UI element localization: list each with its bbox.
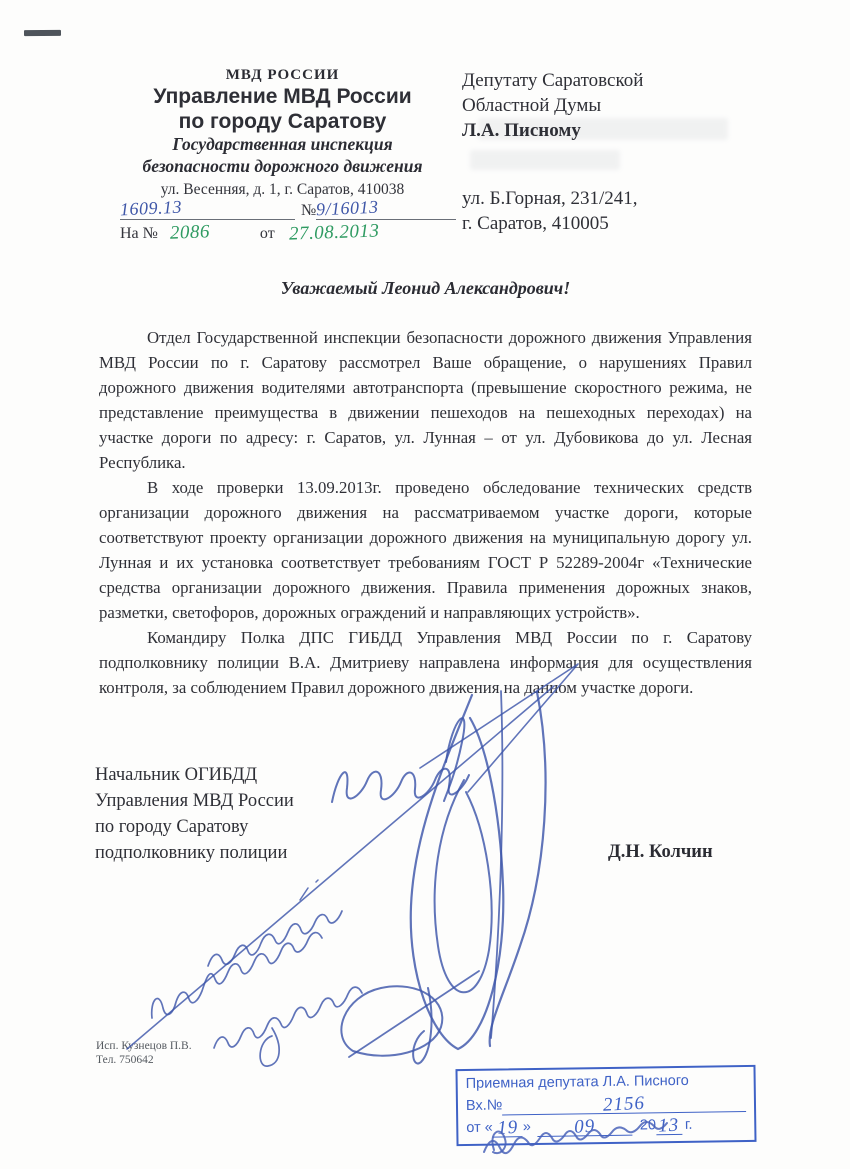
stamp-date-open: от « bbox=[466, 1119, 493, 1136]
sender-letterhead bbox=[100, 66, 465, 199]
stamp-year-printed: 20 bbox=[639, 1117, 657, 1134]
recipient-address-line1: ул. Б.Горная, 231/241, bbox=[462, 188, 638, 209]
outgoing-date-handwritten: 1609.13 bbox=[119, 196, 183, 220]
signature-main-loop bbox=[411, 695, 504, 1049]
handwritten-note-line2 bbox=[152, 933, 322, 1018]
sender-inspection-line1: Государственная инспекция bbox=[172, 134, 393, 155]
stamp-year-handwritten: 13 bbox=[657, 1114, 680, 1137]
signature-inner-loop bbox=[435, 780, 492, 992]
handwritten-note-line3 bbox=[214, 987, 362, 1048]
recipient-name: Л.А. Писному bbox=[462, 120, 581, 142]
handwritten-note-tick bbox=[300, 880, 318, 900]
reference-requisites-row bbox=[120, 222, 465, 244]
stamp-date-row bbox=[466, 1113, 746, 1138]
signature-vertical-stroke bbox=[491, 691, 502, 1038]
signatory-post-line2: Управления МВД России bbox=[95, 791, 294, 811]
stamp-title: Приемная депутата Л.А. Писного bbox=[465, 1072, 689, 1092]
stamp-year-suffix: г. bbox=[684, 1116, 693, 1133]
reference-number-label: На № bbox=[120, 225, 158, 242]
signatory-name: Д.Н. Колчин bbox=[608, 842, 713, 862]
diagonal-pen-line bbox=[127, 686, 554, 1049]
salutation: Уважаемый Леонид Александрович! bbox=[280, 278, 571, 298]
body-paragraph-2: В ходе проверки 13.09.2013г. проведено обследование технических средств организации дорожного движения на рассматриваемом участке дороги, которые соответствуют проекту организации дорожного движения на муниципальную дорогу ул. Лунная и их установка соответствует требованиям ГОСТ Р 52289-2004г «Технические средства организации дорожного движения. Правила применения дорожных знаков, разметки, светофоров, дорожных ограждений и направляющих устройств». bbox=[99, 478, 752, 622]
reference-date-handwritten: 27.08.2013 bbox=[288, 220, 380, 245]
flourish-diagonal bbox=[349, 971, 479, 1057]
stamp-day-handwritten: 19 bbox=[496, 1116, 519, 1139]
stamp-date-close: » bbox=[522, 1119, 531, 1136]
reference-date-label: от bbox=[259, 225, 275, 242]
signatory-post-line4: подполковнику полиции bbox=[95, 843, 288, 863]
stamp-month-handwritten: 09 bbox=[573, 1115, 596, 1138]
signature-cursive-word bbox=[332, 769, 469, 802]
stamp-number-line bbox=[502, 1091, 746, 1115]
sender-address: ул. Весенняя, д. 1, г. Саратов, 410038 bbox=[160, 181, 405, 199]
signature-cursive-ascender bbox=[444, 718, 464, 801]
sender-ministry: МВД РОССИИ bbox=[225, 67, 340, 83]
reference-number-handwritten: 2086 bbox=[169, 221, 211, 244]
bleed-through-ghost-text bbox=[470, 150, 620, 170]
sender-directorate-line1: Управление МВД России bbox=[153, 84, 412, 108]
stamp-number-row bbox=[466, 1091, 746, 1116]
outgoing-number-handwritten: 9/16013 bbox=[315, 196, 380, 220]
flourish-ellipse bbox=[341, 986, 442, 1055]
recipient-address-block bbox=[462, 186, 772, 236]
flourish-descender bbox=[413, 988, 431, 1063]
stamp-number-handwritten: 2156 bbox=[602, 1092, 646, 1116]
executor-name: Исп. Кузнецов П.В. bbox=[96, 1040, 192, 1052]
scan-artifact-bar bbox=[24, 30, 61, 36]
handwritten-note-descender bbox=[260, 1028, 279, 1066]
executor-phone: Тел. 750642 bbox=[96, 1054, 154, 1066]
outgoing-date-line bbox=[120, 198, 295, 220]
sender-inspection-line2: безопасности дорожного движения bbox=[142, 156, 423, 177]
stamp-month-line bbox=[537, 1115, 632, 1137]
executor-block bbox=[96, 1039, 192, 1067]
body-paragraph-3: Командиру Полка ДПС ГИБДД Управления МВД России по г. Саратову подполковнику полиции В.А. Дмитриеву направлена информация для осуществления контроля, за соблюдением Правил дорожного движения на данном участке дороги. bbox=[99, 628, 752, 697]
handwritten-note-line1 bbox=[208, 911, 342, 966]
signatory-post-line1: Начальник ОГИБДД bbox=[95, 765, 258, 785]
recipient-address-line2: г. Саратов, 410005 bbox=[462, 213, 609, 235]
incoming-registration-stamp bbox=[455, 1065, 756, 1146]
sender-directorate-line2: по городу Саратову bbox=[178, 109, 387, 133]
signatory-post-block bbox=[95, 762, 294, 866]
stamp-year-line bbox=[656, 1114, 682, 1135]
body-paragraph-1: Отдел Государственной инспекции безопасности дорожного движения Управления МВД России по г. Саратову рассмотрел Ваше обращение, о нарушениях Правил дорожного движения водителями автотранспорта (превышение скоростного режима, не представление преимущества в движении пешеходов на пешеходных переходах) на участке дороги по адресу: г. Саратов, ул. Лунная – от ул. Дубовикова до ул. Лесная Республика. bbox=[99, 328, 752, 472]
outgoing-requisites-row bbox=[120, 198, 465, 220]
stamp-day-line bbox=[493, 1116, 523, 1137]
outgoing-number-line bbox=[316, 198, 456, 220]
stamp-number-label: Вх.№ bbox=[465, 1097, 503, 1114]
number-sign-label: № bbox=[301, 202, 317, 219]
recipient-line2: Областной Думы bbox=[462, 95, 602, 117]
signature-right-stroke bbox=[490, 692, 546, 1046]
recipient-block bbox=[462, 68, 772, 143]
signatory-post-line3: по городу Саратову bbox=[95, 817, 249, 837]
letter-body bbox=[99, 276, 752, 700]
recipient-line1: Депутату Саратовской bbox=[462, 70, 644, 91]
